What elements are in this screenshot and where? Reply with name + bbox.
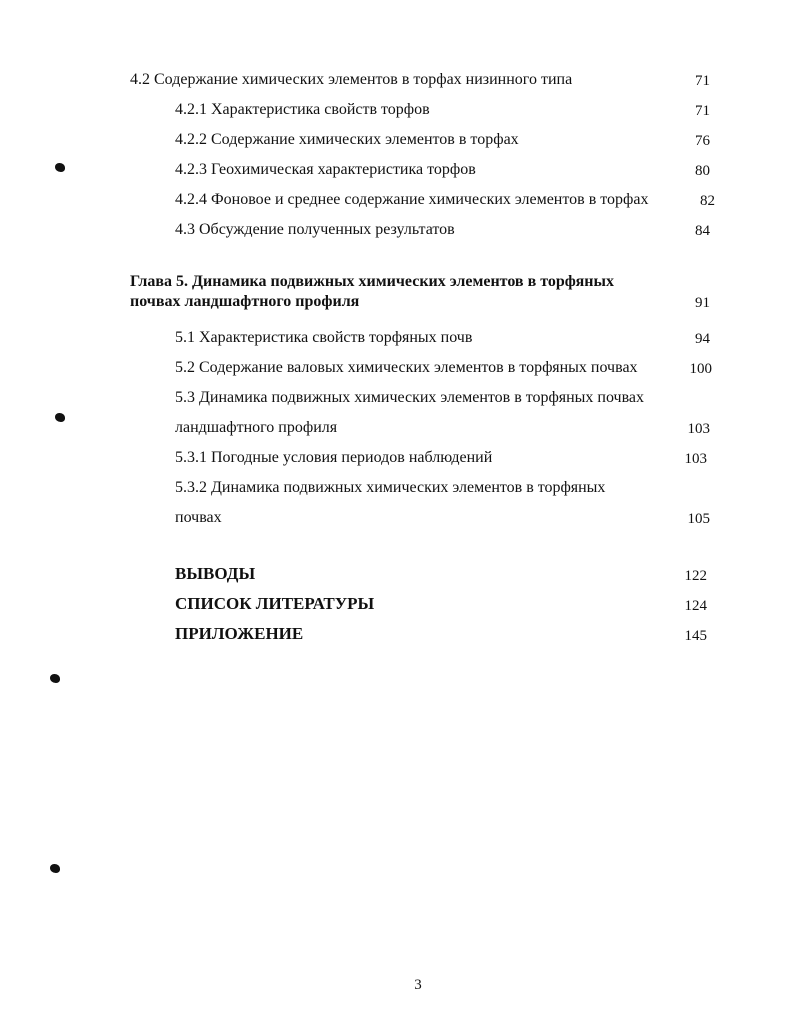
toc-appendix: ПРИЛОЖЕНИЕ bbox=[175, 624, 304, 643]
toc-entry-4-2-4: 4.2.4 Фоновое и среднее содержание химических элементов в торфах bbox=[175, 191, 649, 208]
toc-entry-4-2-1: 4.2.1 Характеристика свойств торфов bbox=[175, 101, 430, 118]
toc-page-4-3: 84 bbox=[695, 223, 710, 239]
punch-hole-mark bbox=[55, 413, 65, 422]
toc-page-4-2-2: 76 bbox=[695, 133, 710, 149]
toc-entry-4-2-3: 4.2.3 Геохимическая характеристика торфов bbox=[175, 161, 476, 178]
toc-entry-5-2: 5.2 Содержание валовых химических элементов в торфяных почвах bbox=[175, 359, 638, 376]
toc-page-references: 124 bbox=[684, 598, 707, 614]
toc-page-appendix: 145 bbox=[684, 628, 707, 644]
toc-page-conclusions: 122 bbox=[684, 568, 707, 584]
toc-page-4-2-1: 71 bbox=[695, 103, 710, 119]
punch-hole-mark bbox=[50, 674, 60, 683]
punch-hole-mark bbox=[50, 864, 60, 873]
toc-page-4-2-3: 80 bbox=[695, 163, 710, 179]
toc-entry-5-3-line2: ландшафтного профиля bbox=[175, 419, 338, 436]
toc-conclusions: ВЫВОДЫ bbox=[175, 564, 256, 583]
toc-page-4-2: 71 bbox=[695, 73, 710, 89]
toc-chapter-5-line2: почвах ландшафтного профиля bbox=[130, 293, 360, 310]
toc-page-5-2: 100 bbox=[689, 361, 712, 377]
toc-page-4-2-4: 82 bbox=[700, 193, 715, 209]
toc-page-5-3-1: 103 bbox=[684, 451, 707, 467]
toc-references: СПИСОК ЛИТЕРАТУРЫ bbox=[175, 594, 375, 613]
page-number: 3 bbox=[414, 977, 422, 993]
toc-page-5-3-2: 105 bbox=[687, 511, 710, 527]
toc-page-5-1: 94 bbox=[695, 331, 710, 347]
toc-entry-5-3-2-line1: 5.3.2 Динамика подвижных химических элементов в торфяных bbox=[175, 479, 606, 496]
toc-entry-4-3: 4.3 Обсуждение полученных результатов bbox=[175, 221, 455, 238]
toc-entry-4-2-2: 4.2.2 Содержание химических элементов в торфах bbox=[175, 131, 519, 148]
toc-page-5-3: 103 bbox=[687, 421, 710, 437]
toc-page-chapter-5: 91 bbox=[695, 295, 710, 311]
toc-chapter-5-line1: Глава 5. Динамика подвижных химических элементов в торфяных bbox=[130, 273, 614, 290]
toc-entry-5-3-1: 5.3.1 Погодные условия периодов наблюдений bbox=[175, 449, 493, 466]
punch-hole-mark bbox=[55, 163, 65, 172]
toc-entry-4-2: 4.2 Содержание химических элементов в торфах низинного типа bbox=[130, 71, 573, 88]
toc-entry-5-3-2-line2: почвах bbox=[175, 509, 222, 526]
toc-entry-5-1: 5.1 Характеристика свойств торфяных почв bbox=[175, 329, 473, 346]
toc-entry-5-3-line1: 5.3 Динамика подвижных химических элементов в торфяных почвах bbox=[175, 389, 645, 406]
